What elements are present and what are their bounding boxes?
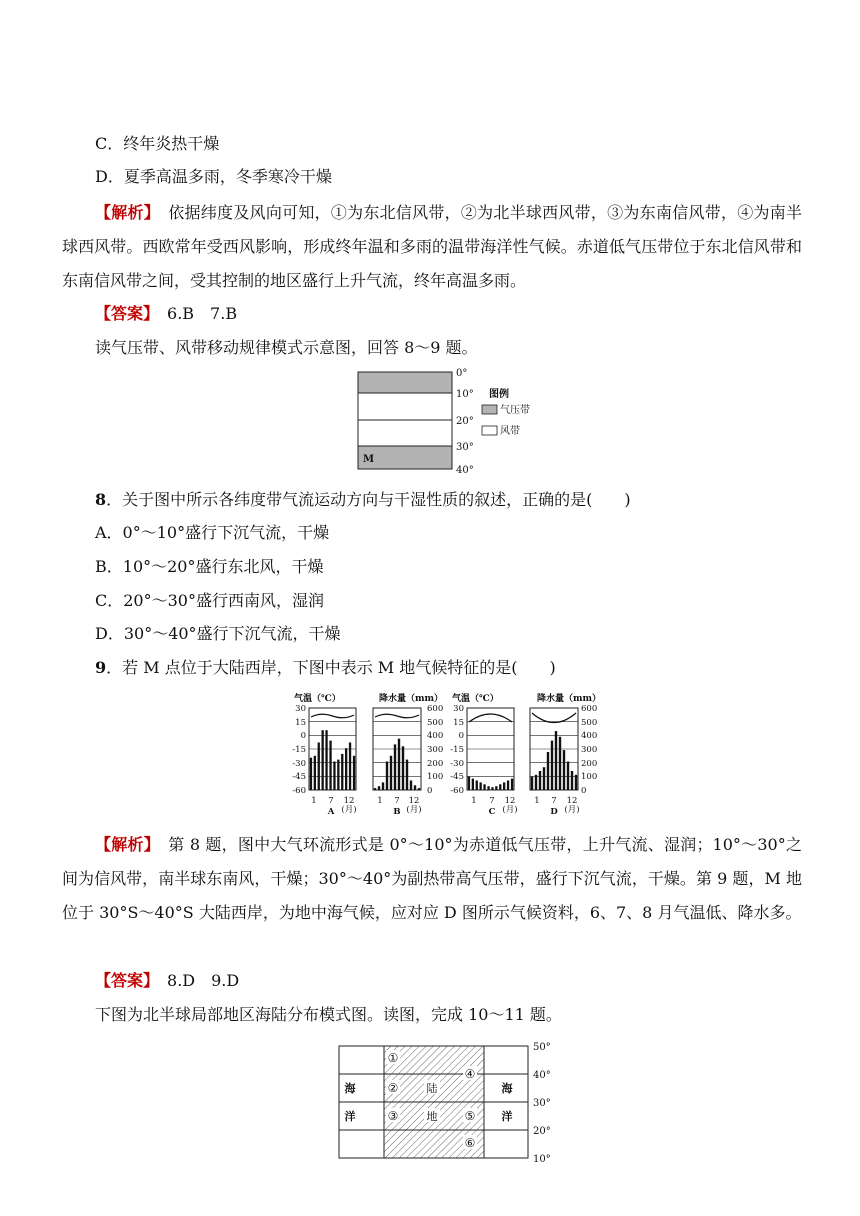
precip-bar xyxy=(402,746,404,790)
temp-tick: 30 xyxy=(453,704,464,714)
analysis-tag: 【解析】 xyxy=(95,203,153,222)
precip-tick: 300 xyxy=(581,745,598,755)
month-unit: (月) xyxy=(564,805,580,815)
temp-tick: 30 xyxy=(295,704,306,714)
precip-bar xyxy=(390,756,392,790)
lat-label: 10° xyxy=(533,1154,551,1165)
q8-option-d: D．30°～40°盛行下沉气流，干燥 xyxy=(95,624,341,643)
precip-tick: 300 xyxy=(427,745,444,755)
precip-bar xyxy=(499,784,501,790)
answer-tag: 【答案】 xyxy=(95,971,152,990)
precip-bar xyxy=(480,782,482,790)
answer-text: 8.D 9.D xyxy=(167,971,240,990)
precip-bar xyxy=(476,781,478,791)
temp-tick: -60 xyxy=(292,786,306,796)
panel-label-a: A xyxy=(327,807,335,817)
precip-bar xyxy=(563,750,565,790)
precip-bar xyxy=(551,741,553,790)
precip-bar xyxy=(571,771,573,790)
panel-label-c: C xyxy=(488,807,496,817)
precip-bar xyxy=(378,786,380,790)
panel-label-d: D xyxy=(550,807,558,817)
point-5-label: ⑤ xyxy=(464,1109,476,1123)
precip-bar xyxy=(543,767,545,790)
temp-tick: 0 xyxy=(300,731,306,741)
month-tick: 7 xyxy=(328,796,334,806)
precip-bar xyxy=(483,784,485,790)
month-unit: (月) xyxy=(341,805,357,815)
precip-bar xyxy=(386,762,388,791)
analysis-tag: 【解析】 xyxy=(95,835,153,854)
precip-tick: 100 xyxy=(581,772,598,782)
temp-tick: -15 xyxy=(450,745,464,755)
lat-label: 0° xyxy=(456,368,468,379)
precip-bar xyxy=(314,756,316,790)
answer-line-2 xyxy=(95,970,239,992)
precip-tick: 600 xyxy=(427,704,444,714)
precip-bar xyxy=(414,785,416,790)
precip-bar xyxy=(374,788,376,790)
precip-bar xyxy=(567,762,569,791)
month-tick: 12 xyxy=(566,796,578,806)
month-tick: 7 xyxy=(394,796,400,806)
q8-option-c: C．20°～30°盛行西南风，湿润 xyxy=(95,591,324,610)
temp-tick: -45 xyxy=(292,772,306,782)
question-text: ．若 M 点位于大陆西岸，下图中表示 M 地气候特征的是( ) xyxy=(106,658,556,677)
lat-label: 30° xyxy=(456,442,474,453)
point-2-label: ② xyxy=(387,1081,399,1095)
temp-axis-title: 气温（℃） xyxy=(294,694,341,704)
option-d-prev: D．夏季高温多雨，冬季寒冷干燥 xyxy=(95,167,332,186)
precip-bar xyxy=(418,788,420,790)
precip-bar xyxy=(555,731,557,790)
wind-belt-10-20 xyxy=(358,393,452,420)
q8-option-b: B．10°～20°盛行东北风，干燥 xyxy=(95,557,324,576)
precip-bar xyxy=(468,777,470,790)
precip-bar xyxy=(345,748,347,790)
precip-bar xyxy=(503,782,505,790)
precip-bar xyxy=(329,741,331,790)
month-tick: 1 xyxy=(311,796,317,806)
precip-bar xyxy=(495,786,497,790)
precip-bar xyxy=(547,752,549,790)
legend-pressure-label: 气压带 xyxy=(500,405,530,416)
precip-tick: 500 xyxy=(427,718,444,728)
month-tick: 7 xyxy=(489,796,495,806)
temp-tick: -45 xyxy=(450,772,464,782)
precip-bar xyxy=(353,756,355,790)
analysis-paragraph-2 xyxy=(62,828,802,930)
precip-bar xyxy=(559,737,561,790)
month-unit: (月) xyxy=(502,805,518,815)
temp-tick: 15 xyxy=(295,718,306,728)
precip-bar xyxy=(382,782,384,790)
analysis-text: 依据纬度及风向可知，①为东北信风带，②为北半球西风带，③为东南信风带，④为南半球西风带。西欧常年受西风影响，形成终年温和多雨的温带海洋性气候。赤道低气压带位于东北信风带和东南信风带之间，受其控制的地区盛行上升气流，终年高温多雨。 xyxy=(62,203,802,290)
question-8 xyxy=(95,489,631,511)
lat-label: 10° xyxy=(456,389,474,400)
sea-left-char: 洋 xyxy=(344,1110,356,1123)
point-1-label: ① xyxy=(387,1051,399,1065)
lat-label: 40° xyxy=(533,1070,551,1081)
precip-bar xyxy=(325,730,327,790)
precip-bar xyxy=(333,762,335,791)
temp-tick: -60 xyxy=(450,786,464,796)
precip-bar xyxy=(507,781,509,791)
question-number: 9 xyxy=(95,658,107,677)
precip-bar xyxy=(511,779,513,790)
temp-tick: -15 xyxy=(292,745,306,755)
lat-label: 40° xyxy=(456,465,474,476)
precip-bar xyxy=(539,771,541,790)
precip-bar xyxy=(398,739,400,790)
answer-tag: 【答案】 xyxy=(95,304,152,323)
wind-belt-20-30 xyxy=(358,420,452,446)
month-tick: 12 xyxy=(408,796,420,806)
sea-left-char: 海 xyxy=(344,1082,356,1095)
climate-figure xyxy=(287,690,607,824)
month-unit: (月) xyxy=(406,805,422,815)
temp-tick: -30 xyxy=(450,759,464,769)
intro-8-9: 读气压带、风带移动规律模式示意图，回答 8～9 题。 xyxy=(95,338,478,357)
sea-right-char: 洋 xyxy=(501,1110,513,1123)
precip-bar xyxy=(575,775,577,790)
month-tick: 1 xyxy=(377,796,383,806)
precip-bar xyxy=(472,779,474,790)
precip-tick: 600 xyxy=(581,704,598,714)
answer-line-1 xyxy=(95,303,237,325)
point-4-label: ④ xyxy=(464,1067,476,1081)
land-sea-figure xyxy=(335,1038,565,1172)
land-char: 地 xyxy=(426,1110,438,1123)
precip-tick: 0 xyxy=(581,786,587,796)
precip-bar xyxy=(310,758,312,790)
month-tick: 7 xyxy=(551,796,557,806)
land-char: 陆 xyxy=(426,1082,438,1095)
legend-wind-swatch xyxy=(482,426,497,435)
lat-label: 20° xyxy=(533,1126,551,1137)
option-c-prev: C．终年炎热干燥 xyxy=(95,134,220,153)
precip-axis-title: 降水量（mm） xyxy=(537,694,602,704)
precip-bar xyxy=(341,754,343,790)
precip-bar xyxy=(349,743,351,791)
belt-figure xyxy=(355,367,555,483)
precip-tick: 0 xyxy=(427,786,433,796)
precip-bar xyxy=(394,744,396,790)
legend-title: 图例 xyxy=(489,389,509,400)
precip-bar xyxy=(531,777,533,790)
precip-bar xyxy=(318,743,320,791)
legend-pressure-swatch xyxy=(482,405,497,414)
question-number: 8 xyxy=(95,490,107,509)
temp-axis-title: 气温（℃） xyxy=(452,694,499,704)
question-9 xyxy=(95,657,556,679)
sea-right-char: 海 xyxy=(501,1082,513,1095)
precip-tick: 100 xyxy=(427,772,444,782)
panel-label-b: B xyxy=(393,807,401,817)
precip-bar xyxy=(337,760,339,790)
precip-tick: 400 xyxy=(581,731,598,741)
analysis-paragraph-1 xyxy=(62,196,802,298)
precip-axis-title: 降水量（mm） xyxy=(379,694,444,704)
precip-bar xyxy=(410,781,412,791)
intro-10-11: 下图为北半球局部地区海陆分布模式图。读图，完成 10～11 题。 xyxy=(95,1005,562,1024)
lat-label: 20° xyxy=(456,416,474,427)
temp-tick: -30 xyxy=(292,759,306,769)
lat-label: 30° xyxy=(533,1098,551,1109)
point-6-label: ⑥ xyxy=(464,1136,476,1150)
precip-bar xyxy=(487,786,489,790)
precip-tick: 200 xyxy=(427,759,444,769)
precip-tick: 200 xyxy=(581,759,598,769)
pressure-belt-0-10 xyxy=(358,372,452,393)
q8-option-a: A．0°～10°盛行下沉气流，干燥 xyxy=(95,523,330,542)
analysis-text: 第 8 题，图中大气环流形式是 0°～10°为赤道低气压带，上升气流、湿润；10°～30°之间为信风带，南半球东南风，干燥；30°～40°为副热带高气压带，盛行下沉气流，干燥。第 9 题，M 地位于 30°S～40°S 大陆西岸，为地中海气候，应对应 D 图所示气候资料，6、7、8 月气温低、降水多。 xyxy=(62,835,802,922)
temp-tick: 15 xyxy=(453,718,464,728)
lat-label: 50° xyxy=(533,1042,551,1053)
precip-bar xyxy=(491,787,493,790)
precip-tick: 500 xyxy=(581,718,598,728)
legend-wind-label: 风带 xyxy=(500,426,520,437)
month-tick: 12 xyxy=(343,796,355,806)
month-tick: 1 xyxy=(534,796,540,806)
point-m-label: M xyxy=(363,454,375,465)
month-tick: 12 xyxy=(504,796,516,806)
month-tick: 1 xyxy=(471,796,477,806)
answer-text: 6.B 7.B xyxy=(167,304,238,323)
question-text: ．关于图中所示各纬度带气流运动方向与干湿性质的叙述，正确的是( ) xyxy=(106,490,631,509)
precip-tick: 400 xyxy=(427,731,444,741)
temp-tick: 0 xyxy=(458,731,464,741)
precip-bar xyxy=(535,775,537,790)
point-3-label: ③ xyxy=(387,1109,399,1123)
precip-bar xyxy=(406,760,408,790)
precip-bar xyxy=(322,730,324,790)
